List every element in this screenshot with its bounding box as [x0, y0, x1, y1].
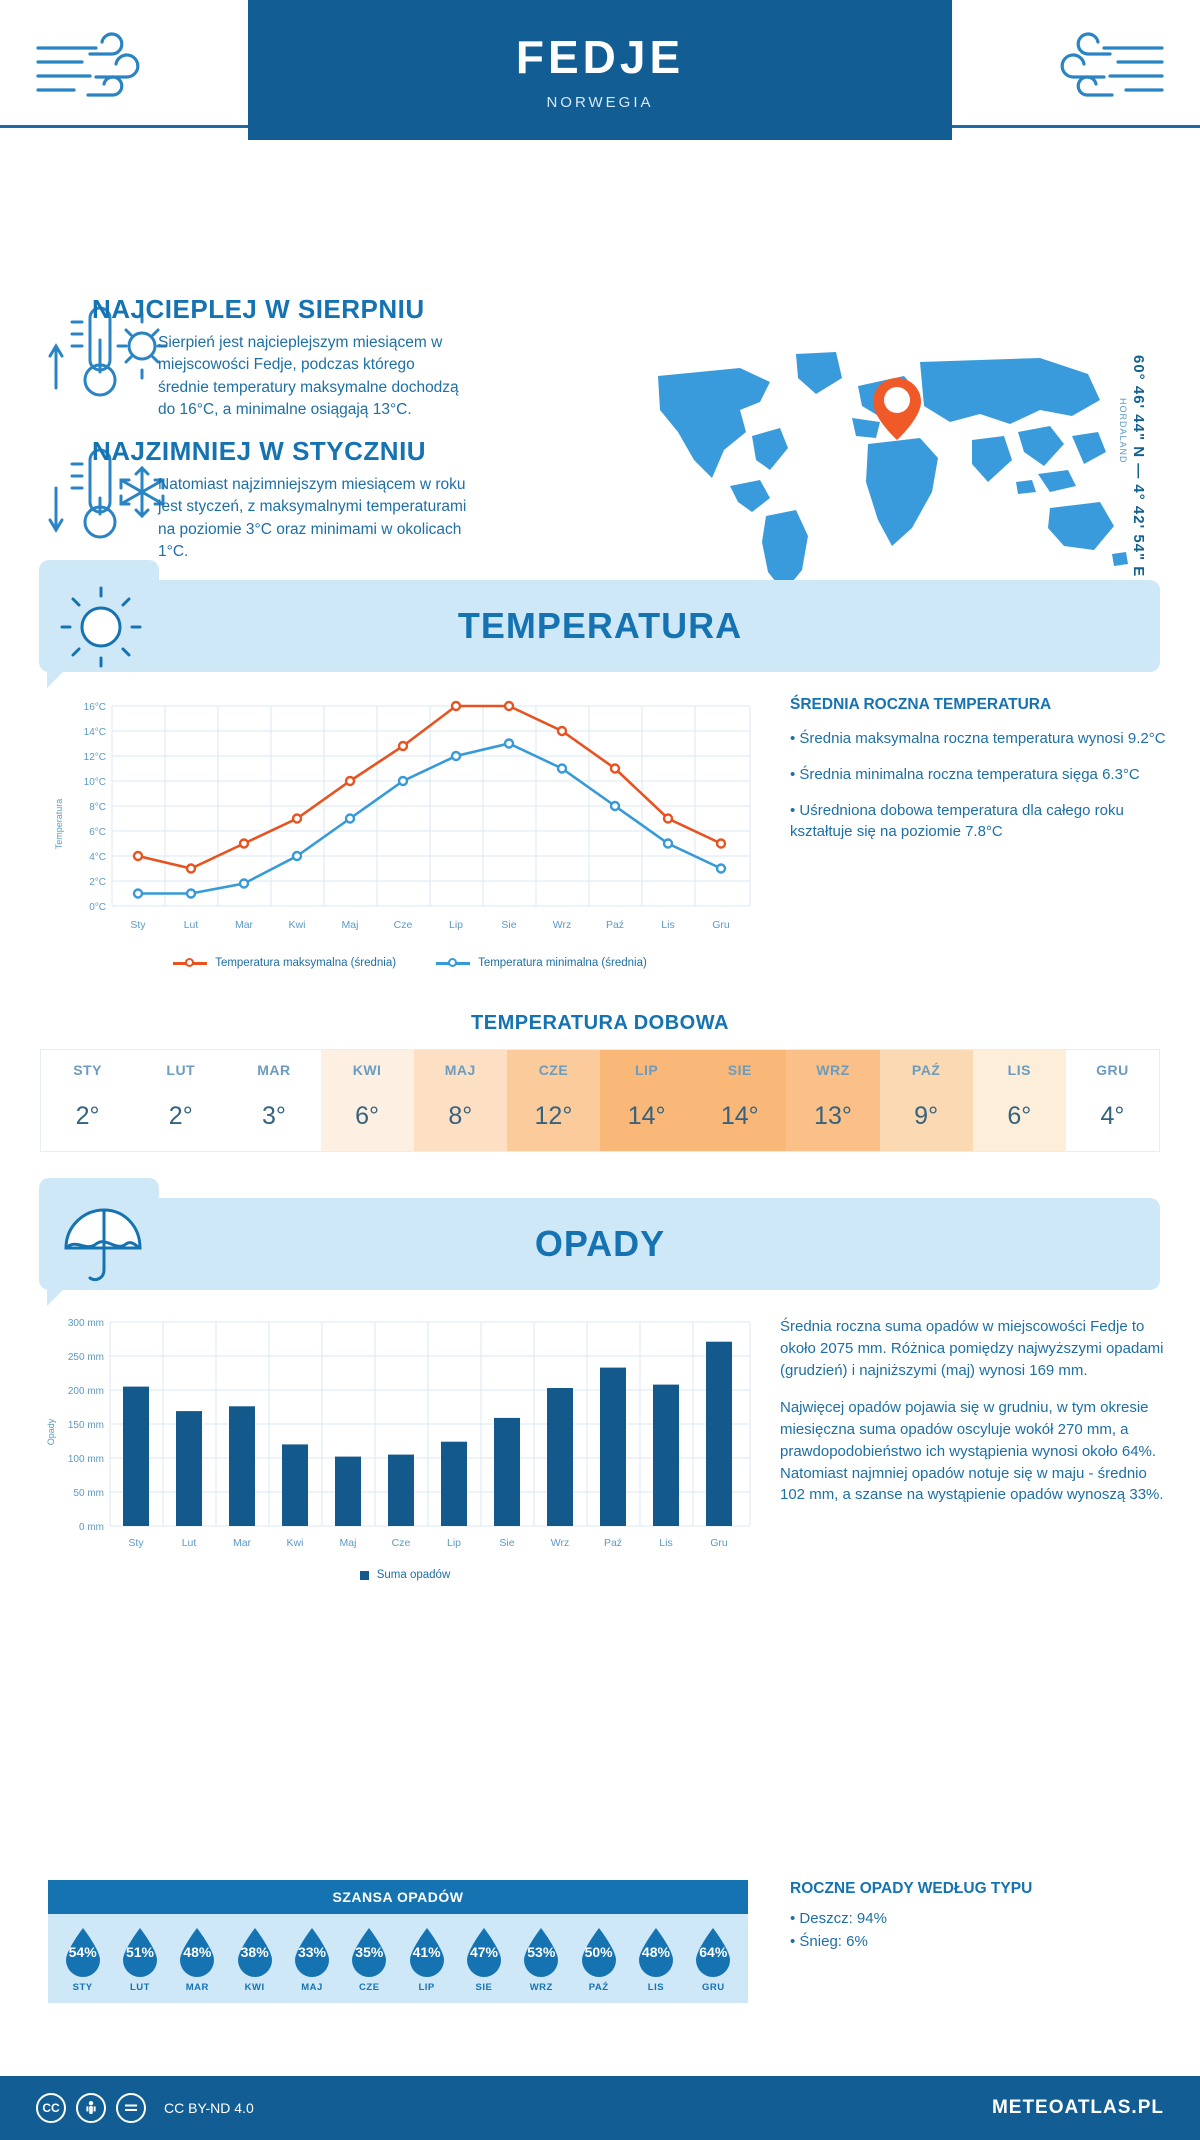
type-snow: • Śnieg: 6% — [790, 1933, 868, 1950]
precipitation-summary — [780, 1316, 1170, 1522]
month-label: CZE — [538, 1062, 569, 1078]
svg-text:Sie: Sie — [499, 1537, 515, 1549]
svg-text:Sty: Sty — [130, 919, 146, 931]
wind-icon — [30, 30, 160, 105]
daily-temperature-table — [40, 1049, 1160, 1152]
svg-text:6°C: 6°C — [89, 827, 106, 838]
chance-month: STY — [72, 1982, 93, 1993]
chance-col-sie — [455, 1926, 512, 1993]
temp-value: 9° — [914, 1102, 939, 1130]
brand-label: METEOATLAS.PL — [991, 2097, 1164, 2118]
world-map — [620, 340, 1140, 610]
title-banner — [248, 0, 952, 140]
chance-value: 53% — [527, 1944, 556, 1960]
temp-value: 13° — [814, 1102, 852, 1130]
svg-text:Mar: Mar — [232, 1537, 252, 1549]
chance-row — [48, 1914, 748, 2003]
chance-month: MAJ — [301, 1982, 323, 1993]
svg-text:Kwi: Kwi — [288, 919, 306, 931]
chance-value: 64% — [699, 1944, 728, 1960]
month-label: LUT — [166, 1062, 196, 1078]
temperature-chart-section — [0, 686, 1200, 986]
svg-text:2°C: 2°C — [89, 877, 106, 888]
month-label: KWI — [352, 1062, 382, 1078]
legend-label-min: Temperatura minimalna (średnia) — [478, 957, 647, 969]
annual-temp-heading: ŚREDNIA ROCZNA TEMPERATURA — [790, 696, 1052, 713]
chance-value: 35% — [355, 1944, 384, 1960]
svg-text:Wrz: Wrz — [552, 919, 572, 931]
svg-text:Cze: Cze — [393, 919, 413, 931]
precipitation-types-panel — [790, 1880, 1170, 1956]
chance-month: GRU — [701, 1982, 725, 1993]
legend-item-max — [173, 957, 396, 969]
chance-month: KWI — [244, 1982, 265, 1993]
precipitation-legend — [40, 1569, 770, 1581]
month-label: MAR — [257, 1062, 291, 1078]
temp-value: 8° — [448, 1102, 473, 1130]
chance-value: 48% — [183, 1944, 212, 1960]
nd-icon — [116, 2093, 146, 2123]
table-col-cze — [507, 1050, 600, 1151]
chance-month: LIP — [418, 1982, 435, 1993]
annual-temp-point-3: • Uśredniona dobowa temperatura dla całego roku kształtuje się na poziomie 7.8°C — [790, 801, 1124, 841]
svg-text:Paź: Paź — [603, 1537, 623, 1549]
chance-month: LIS — [647, 1982, 665, 1993]
chance-value: 47% — [469, 1944, 498, 1960]
month-label: PAŹ — [911, 1062, 941, 1078]
table-col-lut — [134, 1050, 227, 1151]
table-col-maj — [414, 1050, 507, 1151]
table-col-kwi — [321, 1050, 414, 1151]
svg-text:Mar: Mar — [234, 919, 254, 931]
temp-value: 14° — [720, 1102, 759, 1130]
svg-text:250 mm: 250 mm — [67, 1352, 104, 1363]
svg-text:Wrz: Wrz — [550, 1537, 570, 1549]
water-drop-icon — [690, 1926, 736, 1978]
table-col-paz — [880, 1050, 973, 1151]
month-label: WRZ — [816, 1062, 850, 1078]
water-drop-icon — [461, 1926, 507, 1978]
chance-value: 33% — [297, 1944, 326, 1960]
water-drop-icon — [346, 1926, 392, 1978]
chance-col-kwi — [226, 1926, 283, 1993]
annual-temp-point-1: • Średnia maksymalna roczna temperatura wynosi 9.2°C — [790, 730, 1166, 747]
water-drop-icon — [633, 1926, 679, 1978]
page-title: FEDJE — [515, 30, 685, 83]
svg-text:Lip: Lip — [448, 919, 464, 931]
region-label: HORDALAND — [1118, 398, 1128, 464]
coldest-text: Natomiast najzimniejszym miesiącem w roku jest styczeń, z maksymalnymi temperaturami na poziomie 3°C oraz minimami w okolicach 1°C. — [158, 476, 467, 561]
svg-text:16°C: 16°C — [83, 702, 106, 713]
precipitation-chart-section — [0, 1306, 1200, 1596]
chance-title: SZANSA OPADÓW — [48, 1880, 748, 1914]
temperature-line-chart — [50, 696, 770, 976]
table-col-gru — [1066, 1050, 1159, 1151]
warmest-heading: NAJCIEPLEJ W SIERPNIU — [92, 294, 425, 324]
svg-text:Maj: Maj — [339, 1537, 357, 1549]
svg-text:0°C: 0°C — [89, 902, 106, 913]
chance-col-lip — [398, 1926, 455, 1993]
chance-month: WRZ — [529, 1982, 553, 1993]
month-label: GRU — [1096, 1062, 1129, 1078]
legend-swatch-max — [173, 962, 207, 965]
license-group — [36, 2093, 254, 2123]
table-col-wrz — [786, 1050, 879, 1151]
month-label: MAJ — [444, 1062, 476, 1078]
svg-text:Sty: Sty — [128, 1537, 144, 1549]
chance-month: PAŹ — [588, 1982, 609, 1993]
chance-col-paz — [570, 1926, 627, 1993]
daily-temperature-title: TEMPERATURA DOBOWA — [471, 1012, 729, 1034]
intro-section — [0, 150, 1200, 580]
temp-value: 14° — [627, 1102, 666, 1130]
legend-swatch-precip — [360, 1571, 369, 1580]
chance-month: LUT — [130, 1982, 150, 1993]
warmest-text: Sierpień jest najcieplejszym miesiącem w miejscowości Fedje, podczas którego średnie temperatury maksymalne dochodzą do 16°C, a minimalne osiągają 13°C. — [158, 334, 459, 419]
chance-col-lis — [627, 1926, 684, 1993]
chance-month: SIE — [475, 1982, 493, 1993]
wind-icon — [1040, 30, 1170, 105]
precip-paragraph-1: Średnia roczna suma opadów w miejscowości Fedje to około 2075 mm. Różnica pomiędzy najwyższymi opadami (grudzień) i najniższymi (maj) wynosi 169 mm. — [780, 1318, 1164, 1379]
temp-value: 4° — [1100, 1102, 1125, 1130]
month-label: STY — [73, 1062, 102, 1078]
chance-value: 50% — [584, 1944, 613, 1960]
coordinates-label: 60° 46' 44" N — 4° 42' 54" E — [1130, 355, 1147, 578]
svg-text:Gru: Gru — [712, 919, 730, 931]
header — [0, 0, 1200, 150]
chance-value: 54% — [68, 1944, 97, 1960]
svg-text:8°C: 8°C — [89, 802, 106, 813]
chance-value: 51% — [125, 1944, 154, 1960]
annual-temp-point-2: • Średnia minimalna roczna temperatura sięga 6.3°C — [790, 765, 1140, 783]
table-col-sty — [41, 1050, 134, 1151]
svg-text:300 mm: 300 mm — [67, 1318, 104, 1329]
annual-temperature-summary — [790, 696, 1170, 857]
svg-text:10°C: 10°C — [83, 777, 106, 788]
legend-item-min — [436, 957, 647, 969]
svg-text:Gru: Gru — [710, 1537, 728, 1549]
svg-text:Opady: Opady — [46, 1418, 56, 1446]
temp-value: 6° — [1007, 1102, 1032, 1130]
chance-col-mar — [169, 1926, 226, 1993]
location-marker — [873, 378, 921, 440]
precipitation-banner-title: OPADY — [534, 1223, 666, 1264]
water-drop-icon — [518, 1926, 564, 1978]
temp-value: 2° — [168, 1102, 193, 1130]
table-col-lip — [600, 1050, 693, 1151]
temp-value: 3° — [261, 1102, 286, 1130]
svg-text:14°C: 14°C — [83, 727, 106, 738]
svg-text:0 mm: 0 mm — [79, 1522, 104, 1533]
coldest-heading: NAJZIMNIEJ W STYCZNIU — [92, 436, 427, 466]
svg-text:100 mm: 100 mm — [67, 1454, 104, 1465]
temp-value: 6° — [355, 1102, 380, 1130]
month-label: LIS — [1007, 1062, 1031, 1078]
svg-text:Cze: Cze — [391, 1537, 411, 1549]
svg-text:Lut: Lut — [183, 919, 199, 931]
chance-col-lut — [111, 1926, 168, 1993]
svg-text:Lip: Lip — [446, 1537, 462, 1549]
umbrella-icon — [58, 1202, 144, 1288]
precip-paragraph-2: Najwięcej opadów pojawia się w grudniu, w tym okresie miesięczna suma opadów oscyluje wokół 270 mm, a prawdopodobieństwo ich wystąpienia wynosi około 64%. Natomiast najmniej opadów notuje się w maju - średnio 102 mm, a szanse na wystąpienie opadów wynoszą 33%. — [780, 1399, 1164, 1504]
chance-col-sty — [54, 1926, 111, 1993]
month-label: LIP — [634, 1062, 659, 1078]
legend-label-max: Temperatura maksymalna (średnia) — [215, 957, 397, 969]
water-drop-icon — [60, 1926, 106, 1978]
chance-value: 48% — [641, 1944, 670, 1960]
svg-text:Temperatura: Temperatura — [54, 798, 64, 850]
svg-text:Sie: Sie — [501, 919, 517, 931]
types-heading: ROCZNE OPADY WEDŁUG TYPU — [790, 1880, 1033, 1897]
chance-month: CZE — [359, 1982, 380, 1993]
sun-icon — [58, 584, 144, 670]
license-label: CC BY-ND 4.0 — [164, 2100, 254, 2116]
legend-swatch-min — [436, 962, 470, 965]
footer — [0, 2076, 1200, 2140]
chance-col-gru — [685, 1926, 742, 1993]
svg-text:150 mm: 150 mm — [67, 1420, 104, 1431]
water-drop-icon — [404, 1926, 450, 1978]
svg-text:50 mm: 50 mm — [73, 1488, 104, 1499]
country-label: NORWEGIA — [546, 93, 654, 111]
table-col-lis — [973, 1050, 1066, 1151]
type-rain: • Deszcz: 94% — [790, 1910, 887, 1927]
warmest-month-block — [92, 294, 425, 333]
chance-value: 38% — [240, 1944, 269, 1960]
temperature-banner-title: TEMPERATURA — [457, 605, 743, 646]
by-icon — [76, 2093, 106, 2123]
chance-month: MAR — [185, 1982, 209, 1993]
chance-col-wrz — [513, 1926, 570, 1993]
chance-col-maj — [283, 1926, 340, 1993]
precipitation-bar-chart — [40, 1312, 770, 1592]
water-drop-icon — [576, 1926, 622, 1978]
svg-text:Lis: Lis — [659, 1537, 673, 1549]
water-drop-icon — [232, 1926, 278, 1978]
month-label: SIE — [727, 1062, 752, 1078]
svg-text:Maj: Maj — [341, 919, 359, 931]
water-drop-icon — [117, 1926, 163, 1978]
table-col-mar — [227, 1050, 320, 1151]
svg-text:200 mm: 200 mm — [67, 1386, 104, 1397]
svg-text:4°C: 4°C — [89, 852, 106, 863]
temp-value: 12° — [534, 1102, 573, 1130]
water-drop-icon — [289, 1926, 335, 1978]
temp-value: 2° — [75, 1102, 100, 1130]
coldest-month-block — [92, 436, 426, 475]
svg-text:12°C: 12°C — [83, 752, 106, 763]
water-drop-icon — [174, 1926, 220, 1978]
table-col-sie — [693, 1050, 786, 1151]
chance-col-cze — [341, 1926, 398, 1993]
svg-text:Paź: Paź — [605, 919, 625, 931]
cc-icon: CC — [36, 2093, 66, 2123]
precipitation-chance-panel — [48, 1880, 748, 2003]
chance-value: 41% — [412, 1944, 441, 1960]
temperature-banner — [40, 580, 1160, 672]
svg-text:Kwi: Kwi — [286, 1537, 304, 1549]
svg-text:Lis: Lis — [661, 919, 675, 931]
precipitation-banner — [40, 1198, 1160, 1290]
legend-label-precip: Suma opadów — [376, 1569, 451, 1581]
temperature-legend — [50, 957, 770, 969]
svg-text:Lut: Lut — [181, 1537, 197, 1549]
